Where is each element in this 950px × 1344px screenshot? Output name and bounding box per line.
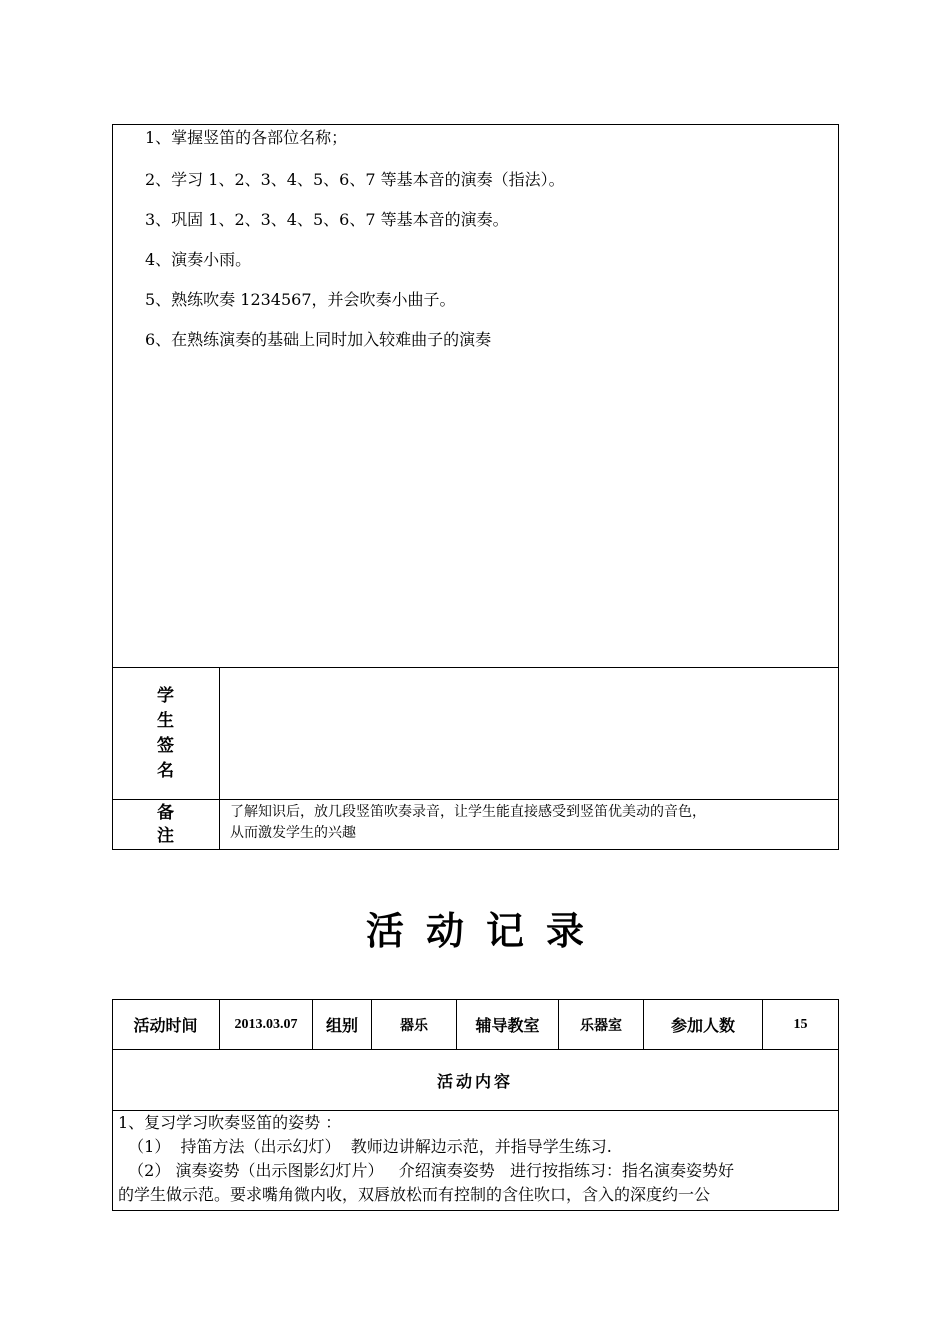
signature-field[interactable]: [221, 669, 837, 798]
objective-item: 2、学习 1、2、3、4、5、6、7 等基本音的演奏（指法）。: [145, 170, 565, 189]
record-title: 活动记录: [365, 909, 606, 953]
divider-remark: [112, 799, 839, 800]
participant-count-label: 参加人数: [670, 1016, 735, 1035]
content-line: 1、复习学习吹奏竖笛的姿势 ：: [118, 1113, 342, 1132]
room-value: 乐器室: [580, 1017, 622, 1034]
group-value: 器乐: [400, 1017, 428, 1034]
room-label: 辅导教室: [475, 1016, 540, 1035]
activity-content: [118, 1111, 834, 1207]
content-line: （2） 演奏姿势（出示图影幻灯片） 介绍演奏姿势 进行按指练习：指名演奏姿势好: [118, 1161, 734, 1180]
objective-item: 4、演奏小雨。: [145, 250, 252, 269]
activity-content-title: 活动内容: [436, 1071, 513, 1091]
objective-item: 1、掌握竖笛的各部位名称；: [145, 128, 348, 147]
objective-item: 5、熟练吹奏 1234567，并会吹奏小曲子。: [145, 290, 456, 309]
activity-time-label: 活动时间: [133, 1016, 198, 1035]
group-label: 组别: [325, 1016, 358, 1035]
activity-time-value: 2013.03.07: [234, 1016, 298, 1032]
divider-signature: [112, 667, 839, 668]
participant-count-value: 15: [793, 1016, 808, 1032]
content-line: 的学生做示范。要求嘴角微内收，双唇放松而有控制的含住吹口，含入的深度约一公: [118, 1185, 711, 1204]
remark-label: 备 注: [157, 803, 174, 846]
signature-label: 学 生 签 名: [157, 686, 174, 781]
label-column-divider: [219, 667, 220, 850]
objective-item: 6、在熟练演奏的基础上同时加入较难曲子的演奏: [145, 330, 492, 349]
remark-text: 了解知识后，放几段竖笛吹奏录音，让学生能直接感受到竖笛优美动的音色， 从而激发学生的兴趣: [230, 804, 706, 841]
objective-item: 3、巩固 1、2、3、4、5、6、7 等基本音的演奏。: [145, 210, 509, 229]
content-line: （1） 持笛方法（出示幻灯） 教师边讲解边示范，并指导学生练习.: [118, 1137, 612, 1156]
